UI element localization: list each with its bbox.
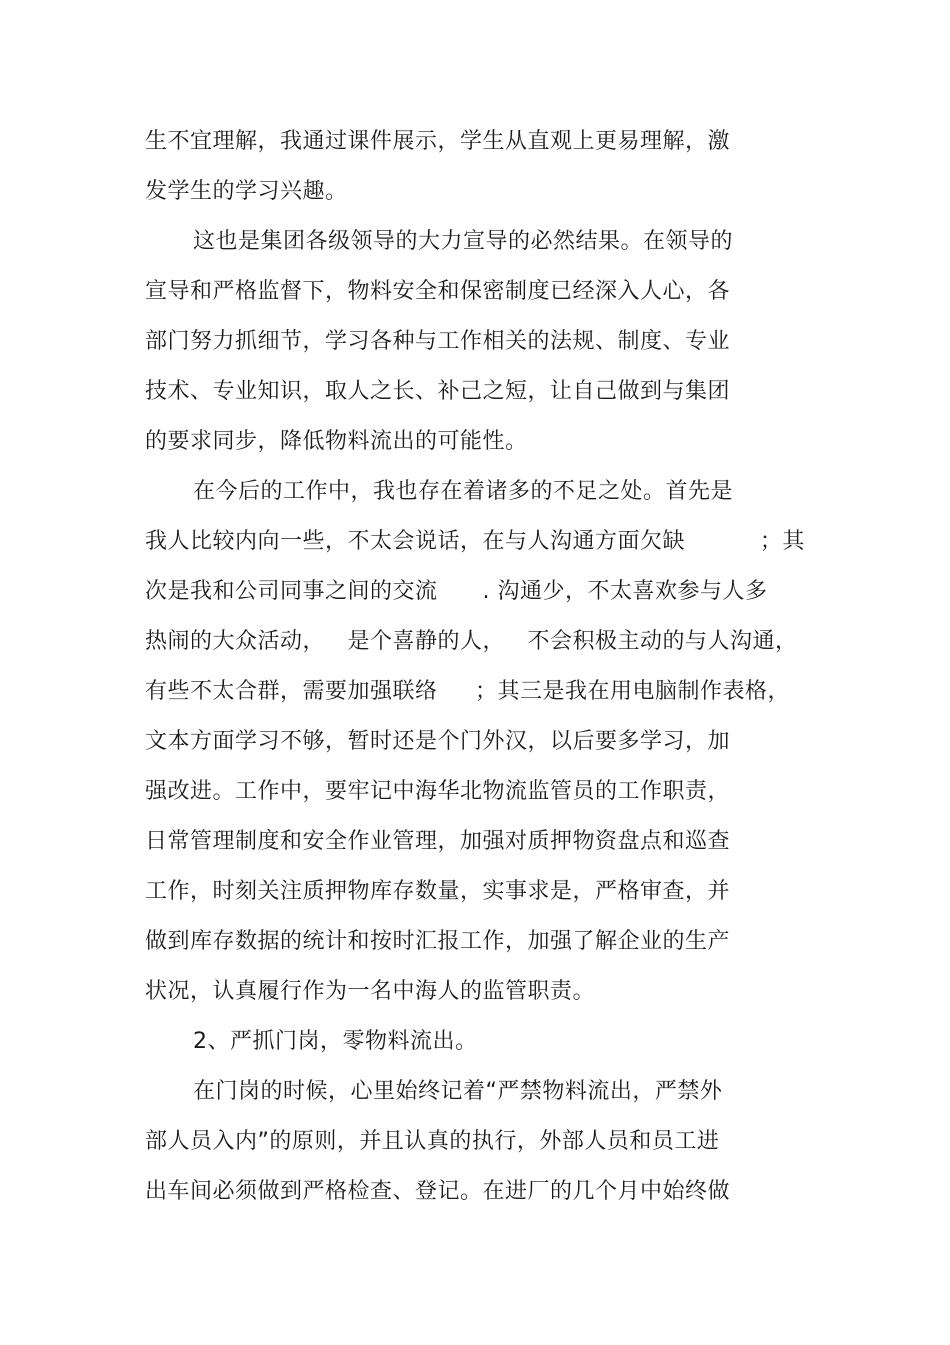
section-heading: 2、严抓门岗，零物料流出。 — [193, 1029, 478, 1054]
paragraph-first-line: 在门岗的时候，心里始终记着“严禁物料流出，严禁外 — [193, 1079, 723, 1104]
text-line: 文本方面学习不够，暂时还是个门外汉，以后要多学习，加 — [145, 729, 731, 754]
paragraph-first-line: 在今后的工作中，我也存在着诸多的不足之处。首先是 — [193, 479, 734, 504]
text-line: 部门努力抓细节，学习各种与工作相关的法规、制度、专业 — [145, 329, 731, 354]
text-line: 发学生的学习兴趣。 — [145, 179, 348, 204]
text-line: 宣导和严格监督下，物料安全和保密制度已经深入人心，各 — [145, 279, 731, 304]
text-line: 强改进。工作中，要牢记中海华北物流监管员的工作职责， — [145, 779, 731, 804]
text-line: 的要求同步，降低物料流出的可能性。 — [145, 429, 528, 454]
text-line: 工作，时刻关注质押物库存数量，实事求是，严格审查，并 — [145, 879, 731, 904]
text-line: 热闹的大众活动， 是个喜静的人， 不会积极主动的与人沟通， — [145, 629, 798, 654]
text-line: 我人比较内向一些，不太会说话，在与人沟通方面欠缺 ；其 — [145, 529, 805, 554]
text-line: 生不宜理解，我通过课件展示，学生从直观上更易理解，激 — [145, 129, 731, 154]
text-line: 次是我和公司同事之间的交流 . 沟通少，不太喜欢参与人多 — [145, 579, 768, 604]
text-line: 做到库存数据的统计和按时汇报工作，加强了解企业的生产 — [145, 929, 731, 954]
paragraph-first-line: 这也是集团各级领导的大力宣导的必然结果。在领导的 — [193, 229, 734, 254]
text-line: 技术、专业知识，取人之长、补己之短，让自己做到与集团 — [145, 379, 731, 404]
text-line: 有些不太合群，需要加强联络 ；其三是我在用电脑制作表格， — [145, 679, 790, 704]
text-line: 出车间必须做到严格检查、登记。在进厂的几个月中始终做 — [145, 1179, 731, 1204]
text-line: 状况，认真履行作为一名中海人的监管职责。 — [145, 979, 596, 1004]
text-line: 日常管理制度和安全作业管理，加强对质押物资盘点和巡查 — [145, 829, 731, 854]
text-line: 部人员入内”的原则，并且认真的执行，外部人员和员工进 — [145, 1129, 720, 1154]
